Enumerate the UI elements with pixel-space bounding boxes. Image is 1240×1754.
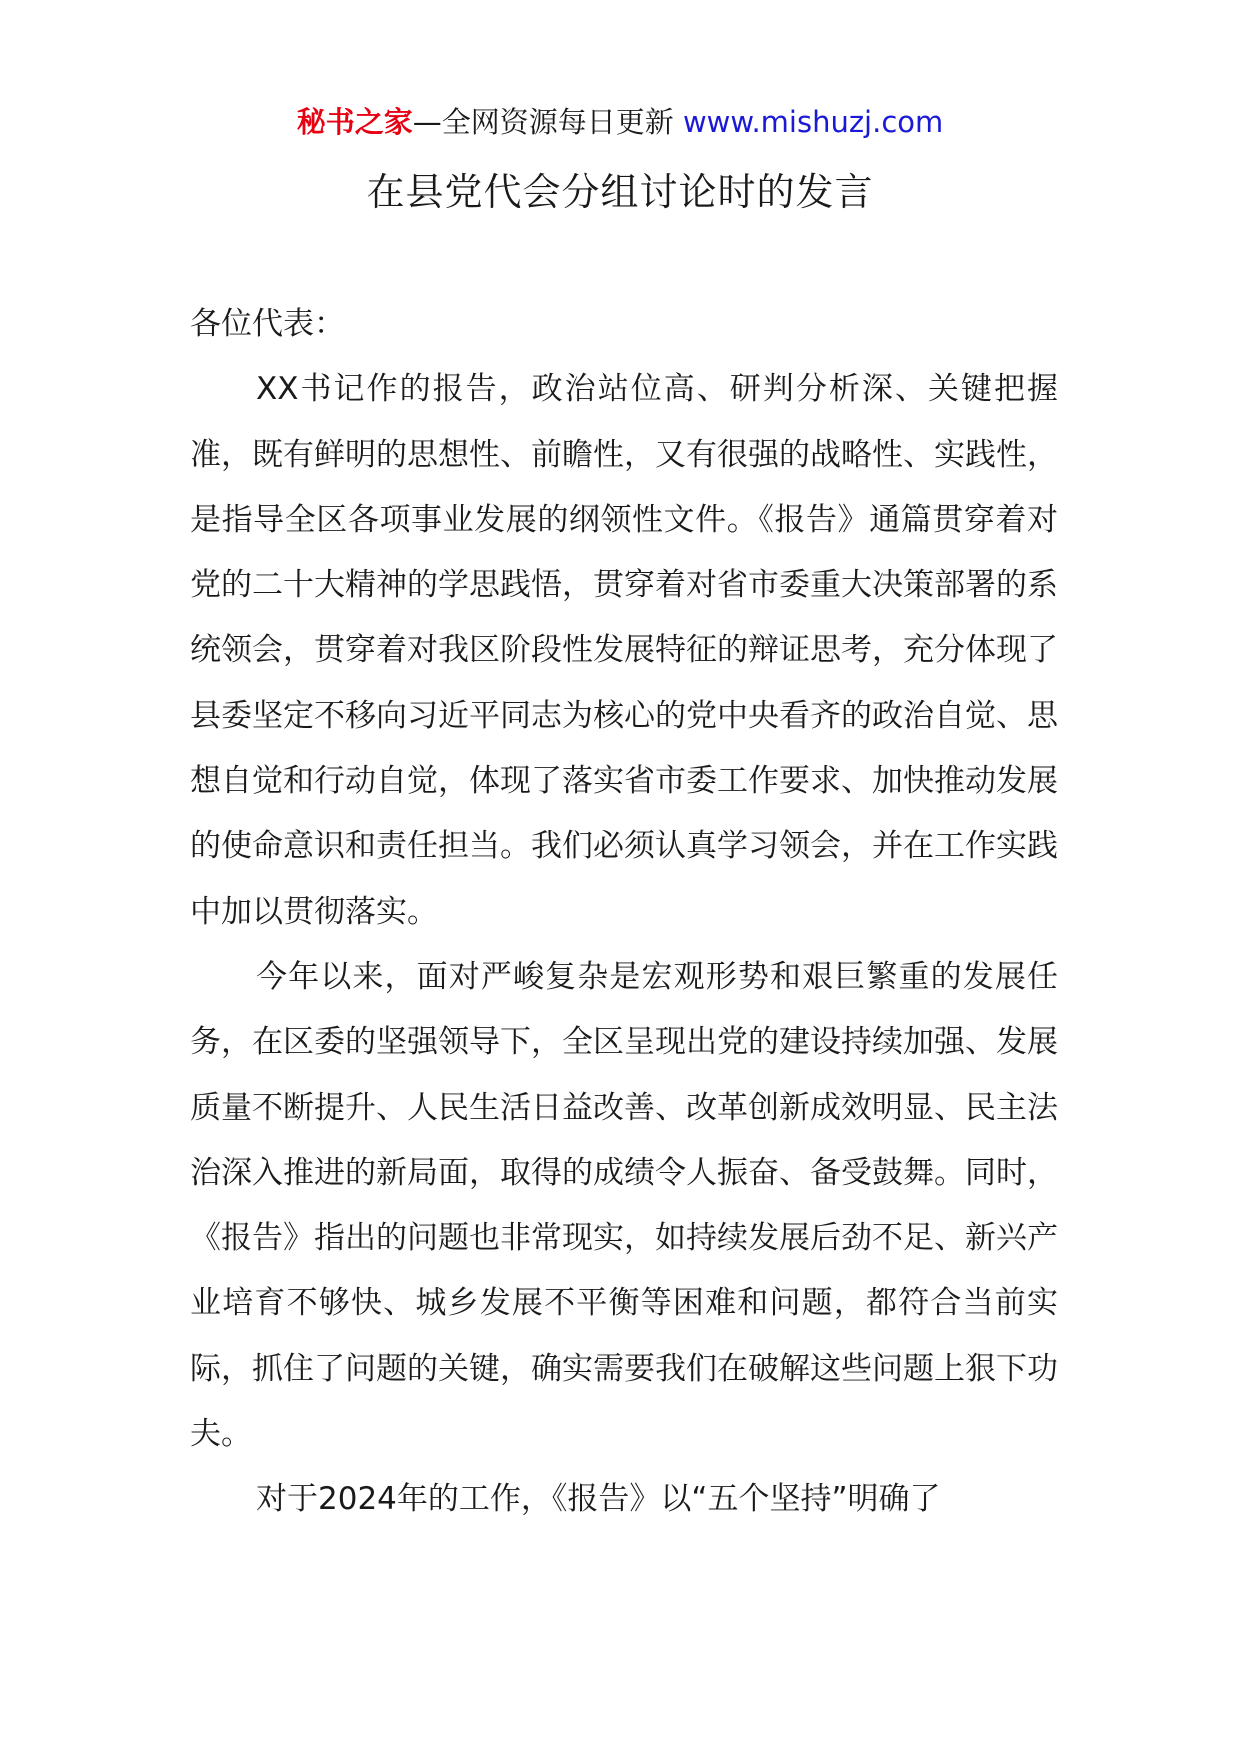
site-brand: 秘书之家	[296, 105, 413, 139]
site-slogan: —全网资源每日更新	[412, 105, 674, 139]
paragraph: 今年以来，面对严峻复杂是宏观形势和艰巨繁重的发展任务，在区委的坚强领导下，全区呈现出党的建设持续加强、发展质量不断提升、人民生活日益改善、改革创新成效明显、民主法治深入推进的新局面，取得的成绩令人振奋、备受鼓舞。同时，《报告》指出的问题也非常现实，如持续发展后劲不足、新兴产业培育不够快、城乡发展不平衡等困难和问题，都符合当前实际，抓住了问题的关键，确实需要我们在破解这些问题上狠下功夫。	[190, 958, 1058, 1453]
site-url-link[interactable]: www.mishuzj.com	[682, 105, 944, 139]
document-body	[190, 292, 1058, 1533]
salutation: 各位代表：	[190, 306, 345, 342]
paragraph: 对于2024年的工作，《报告》以“五个坚持”明确了	[256, 1481, 941, 1518]
document-title: 在县党代会分组讨论时的发言	[366, 170, 874, 214]
paragraph: XX书记作的报告，政治站位高、研判分析深、关键把握准，既有鲜明的思想性、前瞻性，又有很强的战略性、实践性，是指导全区各项事业发展的纲领性文件。《报告》通篇贯穿着对党的二十大精神的学思践悟，贯穿着对省市委重大决策部署的系统领会，贯穿着对我区阶段性发展特征的辩证思考，充分体现了县委坚定不移向习近平同志为核心的党中央看齐的政治自觉、思想自觉和行动自觉，体现了落实省市委工作要求、加快推动发展的使命意识和责任担当。我们必须认真学习领会，并在工作实践中加以贯彻落实。	[190, 371, 1058, 930]
site-header	[0, 102, 1240, 142]
